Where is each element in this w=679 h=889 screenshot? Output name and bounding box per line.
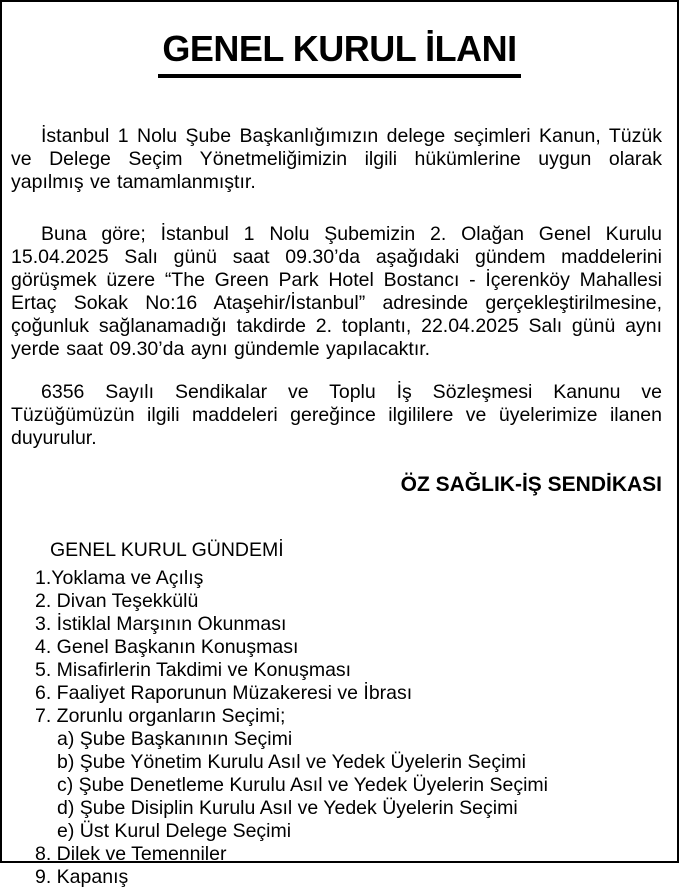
paragraph-legal-announcement: 6356 Sayılı Sendikalar ve Toplu İş Sözleşmesi Kanunu ve Tüzüğümüzün ilgili maddeleri gereğince ilgililere ve üyelerimize ilanen duyurulur. <box>11 381 662 449</box>
union-name-signature: ÖZ SAĞLIK-İŞ SENDİKASI <box>400 473 662 496</box>
agenda-item: e) Üst Kurul Delege Seçimi <box>57 820 292 842</box>
agenda-heading: GENEL KURUL GÜNDEMİ <box>50 539 284 561</box>
agenda-item: 2. Divan Teşekkülü <box>35 590 199 612</box>
paragraph-meeting-schedule: Buna göre; İstanbul 1 Nolu Şubemizin 2. Olağan Genel Kurulu 15.04.2025 Salı günü saat 09.30’da aşağıdaki gündem maddelerini görüşmek üzere “The Green Park Hotel Bostancı - İçerenköy Mahallesi Ertaç Sokak No:16 Ataşehir/İstanbul” adresinde gerçekleştirilmesine, çoğunluk sağlanamadığı takdirde 2. toplantı, 22.04.2025 Salı günü aynı yerde saat 09.30’da aynı gündemle yapılacaktır. <box>11 223 662 360</box>
agenda-item: d) Şube Disiplin Kurulu Asıl ve Yedek Üyelerin Seçimi <box>57 797 518 819</box>
agenda-item: 4. Genel Başkanın Konuşması <box>35 636 299 658</box>
agenda-item: a) Şube Başkanının Seçimi <box>57 728 293 750</box>
agenda-item: 7. Zorunlu organların Seçimi; <box>35 705 286 727</box>
agenda-item: 9. Kapanış <box>35 866 129 888</box>
agenda-item: 1.Yoklama ve Açılış <box>35 567 204 589</box>
title-wrap <box>2 26 677 78</box>
agenda-item: 3. İstiklal Marşının Okunması <box>35 613 287 635</box>
agenda-list <box>35 567 677 889</box>
agenda-item: c) Şube Denetleme Kurulu Asıl ve Yedek Üyelerin Seçimi <box>57 774 549 796</box>
agenda-item: 6. Faaliyet Raporunun Müzakeresi ve İbrası <box>35 682 413 704</box>
agenda-item: 5. Misafirlerin Takdimi ve Konuşması <box>35 659 352 681</box>
document-title: GENEL KURUL İLANI <box>158 26 520 78</box>
paragraph-delegate-elections: İstanbul 1 Nolu Şube Başkanlığımızın delege seçimleri Kanun, Tüzük ve Delege Seçim Yönetmeliğimizin ilgili hükümlerine uygun olarak yapılmış ve tamamlanmıştır. <box>11 125 662 193</box>
agenda-item: b) Şube Yönetim Kurulu Asıl ve Yedek Üyelerin Seçimi <box>57 751 526 773</box>
agenda-item: 8. Dilek ve Temenniler <box>35 843 227 865</box>
